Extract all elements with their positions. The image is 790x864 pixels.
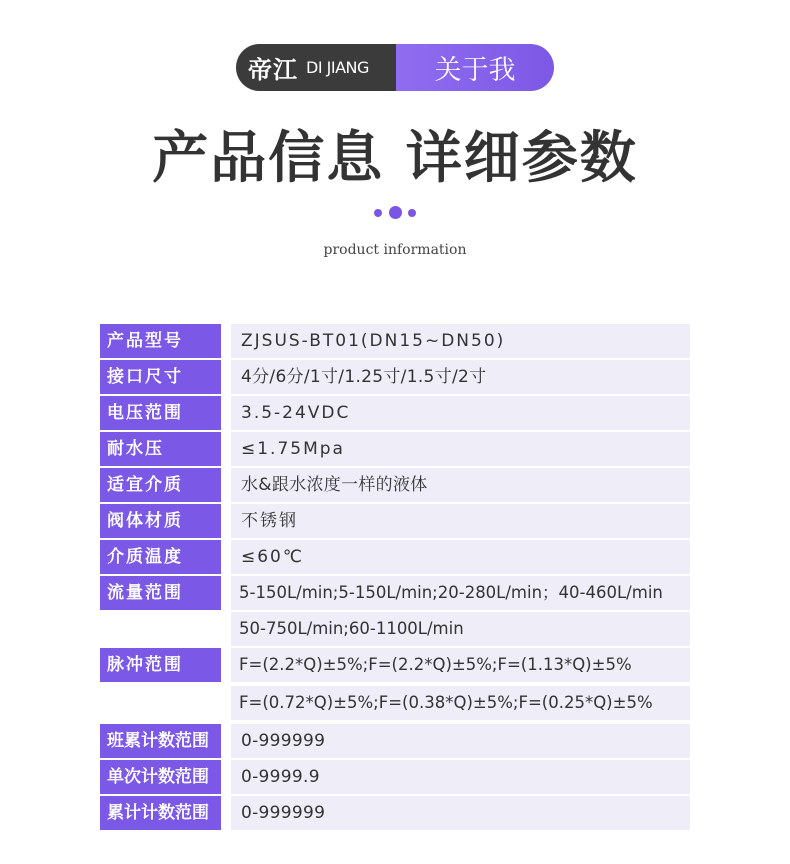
spec-label: 阀体材质 [100,504,221,538]
spec-value: 3.5-24VDC [231,396,690,430]
spec-label: 介质温度 [100,540,221,574]
spec-value: ≤60℃ [231,540,690,574]
spec-label: 耐水压 [100,432,221,466]
spec-label: 适宜介质 [100,468,221,502]
spec-value: 水&跟水浓度一样的液体 [231,468,690,502]
spec-label: 累计计数范围 [100,796,221,830]
spec-label: 电压范围 [100,396,221,430]
brand-badge [236,44,554,91]
brand-logo [236,44,396,91]
spec-label: 流量范围 [100,576,221,610]
brand-name-en: DI JIANG [306,58,369,77]
spec-value: F=(2.2*Q)±5%;F=(2.2*Q)±5%;F=(1.13*Q)±5% [231,648,690,682]
spec-value: 不锈钢 [231,504,690,538]
page-subtitle: product information [323,242,467,258]
dot-center [389,206,402,219]
spec-value: F=(0.72*Q)±5%;F=(0.38*Q)±5%;F=(0.25*Q)±5% [231,686,690,720]
spec-label: 班累计数范围 [100,724,221,758]
spec-value: 4分/6分/1寸/1.25寸/1.5寸/2寸 [231,360,690,394]
spec-label: 脉冲范围 [100,648,221,682]
spec-label: 接口尺寸 [100,360,221,394]
brand-name-cn: 帝江 [248,56,298,84]
spec-value: 0-9999.9 [231,760,690,794]
spec-label: 产品型号 [100,324,221,358]
page-title: 产品信息 详细参数 [152,126,638,191]
spec-value: 50-750L/min;60-1100L/min [231,612,690,646]
decorative-dots [374,206,416,220]
spec-value: 5-150L/min;5-150L/min;20-280L/min；40-460L/min [231,576,690,610]
spec-value: 0-999999 [231,724,690,758]
spec-value: ZJSUS-BT01(DN15~DN50) [231,324,690,358]
about-tag: 关于我 [396,44,554,91]
spec-label: 单次计数范围 [100,760,221,794]
spec-value: ≤1.75Mpa [231,432,690,466]
dot-left [374,209,382,217]
dot-right [408,209,416,217]
spec-value: 0-999999 [231,796,690,830]
